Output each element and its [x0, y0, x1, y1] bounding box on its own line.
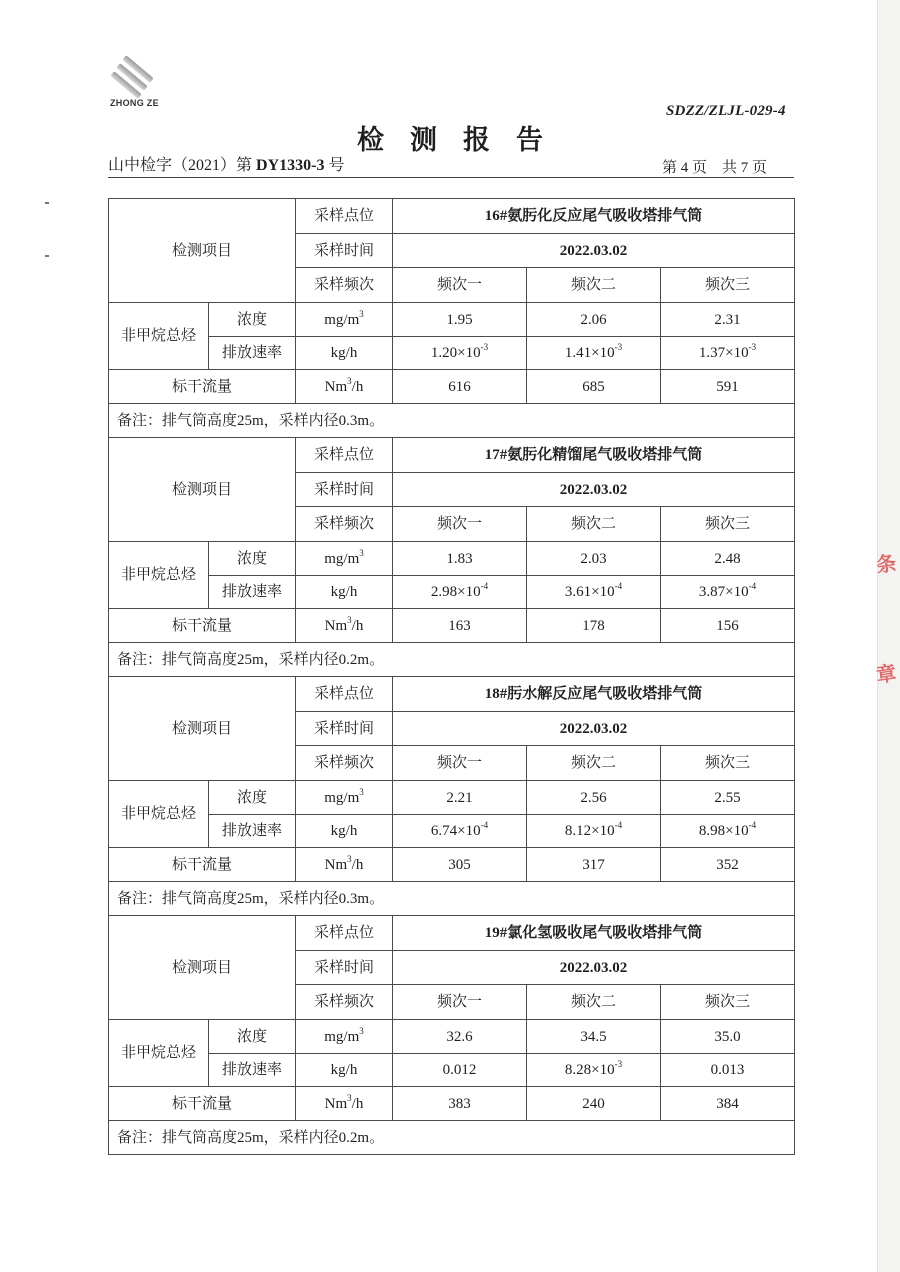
- block-location-row: [109, 199, 795, 234]
- remark-row: [109, 1121, 795, 1155]
- emission-rate-value: [527, 337, 661, 370]
- rate-exponent: -4: [480, 581, 489, 591]
- frequency-label: 采样频次: [296, 746, 393, 781]
- concentration-label: 浓度: [209, 303, 296, 337]
- location-value: 19#氯化氢吸收尾气吸收塔排气筒: [393, 916, 795, 951]
- concentration-value: 2.31: [661, 303, 795, 337]
- frequency-2-header: 频次二: [527, 268, 661, 303]
- page-title: 检测报告: [357, 125, 569, 155]
- flow-value: 685: [527, 370, 661, 404]
- emission-rate-value: [393, 815, 527, 848]
- rate-mantissa: 2.98×10: [430, 584, 481, 600]
- flow-unit: [296, 848, 393, 882]
- rate-mantissa: 8.12×10: [564, 823, 615, 839]
- unit-text: mg/m: [324, 550, 360, 567]
- item-header-cell: 检测项目: [109, 677, 296, 781]
- flow-value: 591: [661, 370, 795, 404]
- location-label: 采样点位: [296, 677, 393, 712]
- item-header-cell: 检测项目: [109, 199, 296, 303]
- report-number-id: DY1330-3: [256, 157, 325, 174]
- frequency-label: 采样频次: [296, 985, 393, 1020]
- unit-text: /h: [351, 617, 364, 634]
- unit-superscript: 3: [347, 1092, 352, 1103]
- concentration-value: 2.06: [527, 303, 661, 337]
- remark-row: [109, 643, 795, 677]
- emission-rate-value: [527, 815, 661, 848]
- rate-exponent: -4: [614, 820, 623, 830]
- flow-value: 384: [661, 1087, 795, 1121]
- rate-exponent: -4: [614, 581, 623, 591]
- emission-rate-row: [109, 576, 795, 609]
- time-label: 采样时间: [296, 234, 393, 268]
- rate-exponent: -3: [480, 342, 489, 352]
- frequency-1-header: 频次一: [393, 268, 527, 303]
- concentration-label: 浓度: [209, 1020, 296, 1054]
- emission-rate-value: [393, 576, 527, 609]
- date-value: 2022.03.02: [393, 473, 795, 507]
- flow-value: 317: [527, 848, 661, 882]
- flow-value: 352: [661, 848, 795, 882]
- flow-value: 163: [393, 609, 527, 643]
- concentration-unit: [296, 1020, 393, 1054]
- flow-value: 156: [661, 609, 795, 643]
- rate-mantissa: 1.41×10: [564, 345, 615, 361]
- concentration-value: 2.56: [527, 781, 661, 815]
- frequency-label: 采样频次: [296, 507, 393, 542]
- flow-row: [109, 1087, 795, 1121]
- flow-label: 标干流量: [109, 609, 296, 643]
- unit-text: mg/m: [324, 1028, 360, 1045]
- concentration-label: 浓度: [209, 781, 296, 815]
- emission-rate-value: [393, 337, 527, 370]
- emission-rate-value: [661, 576, 795, 609]
- concentration-value: 2.48: [661, 542, 795, 576]
- flow-unit: [296, 370, 393, 404]
- time-label: 采样时间: [296, 951, 393, 985]
- emission-rate-row: [109, 337, 795, 370]
- remark-row: [109, 404, 795, 438]
- item-header-cell: 检测项目: [109, 916, 296, 1020]
- time-label: 采样时间: [296, 473, 393, 507]
- pollutant-name: 非甲烷总烃: [109, 1020, 209, 1087]
- rate-mantissa: 1.20×10: [430, 345, 481, 361]
- unit-superscript: 3: [347, 853, 352, 864]
- block-location-row: [109, 677, 795, 712]
- unit-superscript: 3: [359, 786, 364, 797]
- unit-text: mg/m: [324, 789, 360, 806]
- frequency-3-header: 频次三: [661, 507, 795, 542]
- unit-text: Nm: [324, 378, 348, 395]
- rate-mantissa: 1.37×10: [698, 345, 749, 361]
- flow-row: [109, 370, 795, 404]
- location-value: 16#氨肟化反应尾气吸收塔排气筒: [393, 199, 795, 234]
- page-indicator: 第 4 页 共 7 页: [662, 160, 768, 176]
- remark-text: 备注：排气筒高度25m，采样内径0.3m。: [109, 404, 795, 438]
- unit-text: Nm: [324, 617, 348, 634]
- location-label: 采样点位: [296, 438, 393, 473]
- unit-superscript: 3: [359, 308, 364, 319]
- concentration-value: 2.55: [661, 781, 795, 815]
- flow-label: 标干流量: [109, 848, 296, 882]
- item-header-cell: 检测项目: [109, 438, 296, 542]
- concentration-row: [109, 303, 795, 337]
- time-label: 采样时间: [296, 712, 393, 746]
- rate-mantissa: 8.28×10: [564, 1062, 615, 1078]
- unit-superscript: 3: [347, 614, 352, 625]
- concentration-unit: [296, 542, 393, 576]
- emission-rate-value: [393, 1054, 527, 1087]
- binding-hole-mark: [45, 255, 49, 257]
- frequency-1-header: 频次一: [393, 507, 527, 542]
- document-code: SDZZ/ZLJL-029-4: [666, 103, 786, 119]
- seal-stamp-fragment: 章: [874, 662, 898, 688]
- emission-rate-value: [661, 337, 795, 370]
- unit-superscript: 3: [359, 1025, 364, 1036]
- concentration-value: 32.6: [393, 1020, 527, 1054]
- concentration-unit: [296, 303, 393, 337]
- remark-text: 备注：排气筒高度25m，采样内径0.3m。: [109, 882, 795, 916]
- company-logo: [110, 58, 160, 114]
- emission-rate-value: [527, 1054, 661, 1087]
- frequency-label: 采样频次: [296, 268, 393, 303]
- frequency-3-header: 频次三: [661, 746, 795, 781]
- unit-text: /h: [351, 856, 364, 873]
- concentration-value: 35.0: [661, 1020, 795, 1054]
- flow-label: 标干流量: [109, 370, 296, 404]
- date-value: 2022.03.02: [393, 234, 795, 268]
- emission-rate-label: 排放速率: [209, 815, 296, 848]
- emission-rate-unit: kg/h: [296, 576, 393, 609]
- flow-value: 305: [393, 848, 527, 882]
- rate-exponent: -4: [748, 581, 757, 591]
- report-number: [108, 152, 344, 175]
- binding-hole-mark: [45, 202, 49, 204]
- flow-unit: [296, 609, 393, 643]
- concentration-value: 2.21: [393, 781, 527, 815]
- flow-row: [109, 848, 795, 882]
- frequency-1-header: 频次一: [393, 746, 527, 781]
- emission-rate-value: [661, 815, 795, 848]
- concentration-value: 1.95: [393, 303, 527, 337]
- flow-value: 616: [393, 370, 527, 404]
- remark-text: 备注：排气筒高度25m，采样内径0.2m。: [109, 643, 795, 677]
- location-label: 采样点位: [296, 199, 393, 234]
- concentration-value: 1.83: [393, 542, 527, 576]
- frequency-1-header: 频次一: [393, 985, 527, 1020]
- report-number-suffix: 号: [324, 157, 345, 174]
- rate-exponent: -3: [614, 1059, 623, 1069]
- pollutant-name: 非甲烷总烃: [109, 781, 209, 848]
- report-number-prefix: 山中检字（2021）第: [108, 157, 257, 174]
- emission-rate-unit: kg/h: [296, 337, 393, 370]
- rate-exponent: -4: [480, 820, 489, 830]
- frequency-3-header: 频次三: [661, 985, 795, 1020]
- results-table: [108, 198, 795, 1155]
- emission-rate-label: 排放速率: [209, 337, 296, 370]
- location-value: 17#氨肟化精馏尾气吸收塔排气筒: [393, 438, 795, 473]
- rate-exponent: -3: [614, 342, 623, 352]
- concentration-row: [109, 542, 795, 576]
- emission-rate-unit: kg/h: [296, 815, 393, 848]
- pollutant-name: 非甲烷总烃: [109, 542, 209, 609]
- seal-stamp-fragment: 条: [874, 552, 898, 578]
- concentration-label: 浓度: [209, 542, 296, 576]
- emission-rate-row: [109, 1054, 795, 1087]
- frequency-2-header: 频次二: [527, 507, 661, 542]
- location-label: 采样点位: [296, 916, 393, 951]
- rate-mantissa: 3.61×10: [564, 584, 615, 600]
- location-value: 18#肟水解反应尾气吸收塔排气筒: [393, 677, 795, 712]
- emission-rate-label: 排放速率: [209, 576, 296, 609]
- rate-mantissa: 8.98×10: [698, 823, 749, 839]
- flow-value: 383: [393, 1087, 527, 1121]
- rate-mantissa: 6.74×10: [430, 823, 481, 839]
- flow-row: [109, 609, 795, 643]
- unit-text: /h: [351, 1095, 364, 1112]
- header-divider: [108, 177, 794, 178]
- date-value: 2022.03.02: [393, 712, 795, 746]
- emission-rate-value: [527, 576, 661, 609]
- flow-label: 标干流量: [109, 1087, 296, 1121]
- unit-text: /h: [351, 378, 364, 395]
- pollutant-name: 非甲烷总烃: [109, 303, 209, 370]
- concentration-unit: [296, 781, 393, 815]
- frequency-3-header: 频次三: [661, 268, 795, 303]
- emission-rate-label: 排放速率: [209, 1054, 296, 1087]
- rate-mantissa: 3.87×10: [698, 584, 749, 600]
- flow-value: 240: [527, 1087, 661, 1121]
- unit-superscript: 3: [347, 375, 352, 386]
- frequency-2-header: 频次二: [527, 746, 661, 781]
- logo-text: ZHONG ZE: [110, 98, 159, 108]
- block-location-row: [109, 916, 795, 951]
- rate-mantissa: 0.013: [710, 1062, 745, 1078]
- flow-value: 178: [527, 609, 661, 643]
- block-location-row: [109, 438, 795, 473]
- rate-exponent: -4: [748, 820, 757, 830]
- concentration-value: 2.03: [527, 542, 661, 576]
- unit-text: Nm: [324, 856, 348, 873]
- scan-edge-strip: [877, 0, 900, 1272]
- unit-superscript: 3: [359, 547, 364, 558]
- flow-unit: [296, 1087, 393, 1121]
- emission-rate-row: [109, 815, 795, 848]
- rate-mantissa: 0.012: [442, 1062, 477, 1078]
- concentration-row: [109, 1020, 795, 1054]
- concentration-row: [109, 781, 795, 815]
- unit-text: Nm: [324, 1095, 348, 1112]
- concentration-value: 34.5: [527, 1020, 661, 1054]
- remark-text: 备注：排气筒高度25m，采样内径0.2m。: [109, 1121, 795, 1155]
- rate-exponent: -3: [748, 342, 757, 352]
- remark-row: [109, 882, 795, 916]
- emission-rate-unit: kg/h: [296, 1054, 393, 1087]
- date-value: 2022.03.02: [393, 951, 795, 985]
- unit-text: mg/m: [324, 311, 360, 328]
- frequency-2-header: 频次二: [527, 985, 661, 1020]
- emission-rate-value: [661, 1054, 795, 1087]
